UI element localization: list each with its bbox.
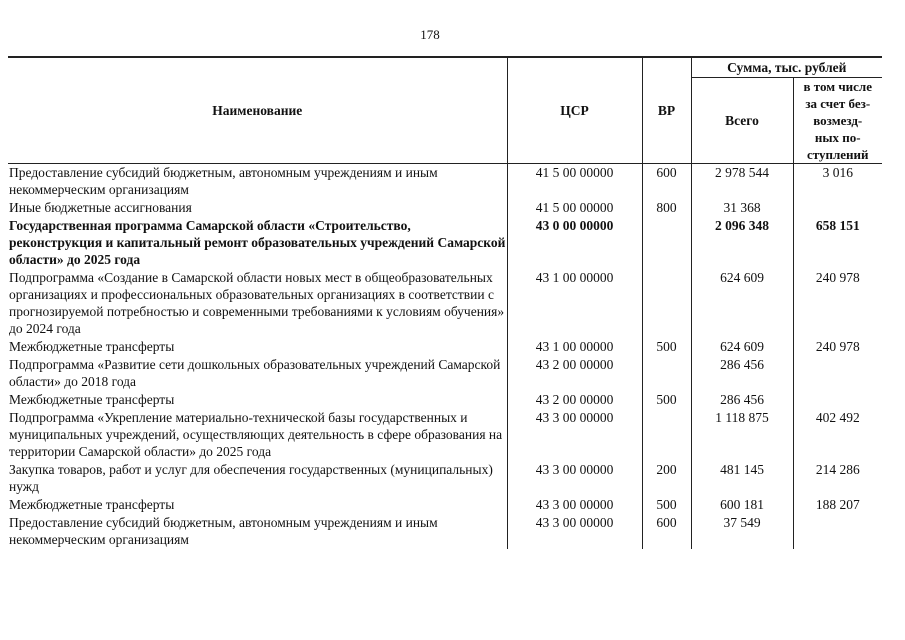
row-name: Подпрограмма «Укрепление материально-технической базы государственных и муниципальных учреждений, осуществляющих деятельность в сфере образования на территории Самарской области» до 2025 года xyxy=(8,409,507,461)
header-csr: ЦСР xyxy=(507,57,642,164)
row-including xyxy=(793,199,882,217)
table-body xyxy=(8,164,882,550)
row-vr: 600 xyxy=(642,514,691,549)
row-vr: 600 xyxy=(642,164,691,200)
row-including: 402 492 xyxy=(793,409,882,461)
table-row xyxy=(8,409,882,461)
row-csr: 43 1 00 00000 xyxy=(507,338,642,356)
row-name: Иные бюджетные ассигнования xyxy=(8,199,507,217)
row-vr: 800 xyxy=(642,199,691,217)
row-name: Межбюджетные трансферты xyxy=(8,496,507,514)
row-including: 658 151 xyxy=(793,217,882,269)
row-total: 600 181 xyxy=(691,496,793,514)
header-vr: ВР xyxy=(642,57,691,164)
row-total: 2 978 544 xyxy=(691,164,793,200)
table-row xyxy=(8,338,882,356)
table-row xyxy=(8,391,882,409)
row-vr xyxy=(642,409,691,461)
row-total: 481 145 xyxy=(691,461,793,496)
row-csr: 43 2 00 00000 xyxy=(507,391,642,409)
row-vr xyxy=(642,217,691,269)
row-csr: 43 3 00 00000 xyxy=(507,409,642,461)
row-name: Подпрограмма «Создание в Самарской области новых мест в общеобразовательных организациях и профессиональных образовательных организациях в соответствии с прогнозируемой потребностью и современными требованиями к условиям обучения» до 2024 года xyxy=(8,269,507,338)
row-csr: 41 5 00 00000 xyxy=(507,164,642,200)
row-including: 214 286 xyxy=(793,461,882,496)
row-including: 240 978 xyxy=(793,269,882,338)
row-total: 624 609 xyxy=(691,338,793,356)
row-including: 240 978 xyxy=(793,338,882,356)
row-vr xyxy=(642,356,691,391)
row-including: 3 016 xyxy=(793,164,882,200)
header-including: в том числе за счет без- возмезд- ных по- ступлений xyxy=(793,78,882,164)
row-total: 31 368 xyxy=(691,199,793,217)
header-sum: Сумма, тыс. рублей xyxy=(691,57,882,78)
row-csr: 41 5 00 00000 xyxy=(507,199,642,217)
row-name: Предоставление субсидий бюджетным, автономным учреждениям и иным некоммерческим организациям xyxy=(8,164,507,200)
row-vr: 500 xyxy=(642,496,691,514)
budget-table xyxy=(8,56,882,549)
row-total: 37 549 xyxy=(691,514,793,549)
row-vr: 200 xyxy=(642,461,691,496)
row-total: 1 118 875 xyxy=(691,409,793,461)
row-name: Межбюджетные трансферты xyxy=(8,338,507,356)
table-row xyxy=(8,514,882,549)
row-total: 286 456 xyxy=(691,391,793,409)
row-csr: 43 2 00 00000 xyxy=(507,356,642,391)
table-row xyxy=(8,164,882,200)
row-total: 286 456 xyxy=(691,356,793,391)
row-including xyxy=(793,391,882,409)
table-row xyxy=(8,269,882,338)
row-csr: 43 3 00 00000 xyxy=(507,496,642,514)
table-row xyxy=(8,356,882,391)
row-csr: 43 0 00 00000 xyxy=(507,217,642,269)
row-vr: 500 xyxy=(642,338,691,356)
row-name: Подпрограмма «Развитие сети дошкольных образовательных учреждений Самарской области» до 2018 года xyxy=(8,356,507,391)
row-name: Предоставление субсидий бюджетным, автономным учреждениям и иным некоммерческим организациям xyxy=(8,514,507,549)
table-header xyxy=(8,57,882,164)
row-vr: 500 xyxy=(642,391,691,409)
row-csr: 43 3 00 00000 xyxy=(507,514,642,549)
row-including: 188 207 xyxy=(793,496,882,514)
row-csr: 43 1 00 00000 xyxy=(507,269,642,338)
table-row xyxy=(8,461,882,496)
header-name: Наименование xyxy=(8,57,507,164)
row-name: Государственная программа Самарской области «Строительство, реконструкция и капитальный ремонт образовательных учреждений Самарской области» до 2025 года xyxy=(9,218,506,267)
row-name: Межбюджетные трансферты xyxy=(8,391,507,409)
header-total: Всего xyxy=(691,78,793,164)
row-including xyxy=(793,514,882,549)
row-including xyxy=(793,356,882,391)
row-csr: 43 3 00 00000 xyxy=(507,461,642,496)
page-number: 178 xyxy=(420,27,440,42)
table-row xyxy=(8,496,882,514)
table-row xyxy=(8,217,882,269)
row-name: Закупка товаров, работ и услуг для обеспечения государственных (муниципальных) нужд xyxy=(8,461,507,496)
row-vr xyxy=(642,269,691,338)
table-row xyxy=(8,199,882,217)
row-total: 2 096 348 xyxy=(691,217,793,269)
row-total: 624 609 xyxy=(691,269,793,338)
